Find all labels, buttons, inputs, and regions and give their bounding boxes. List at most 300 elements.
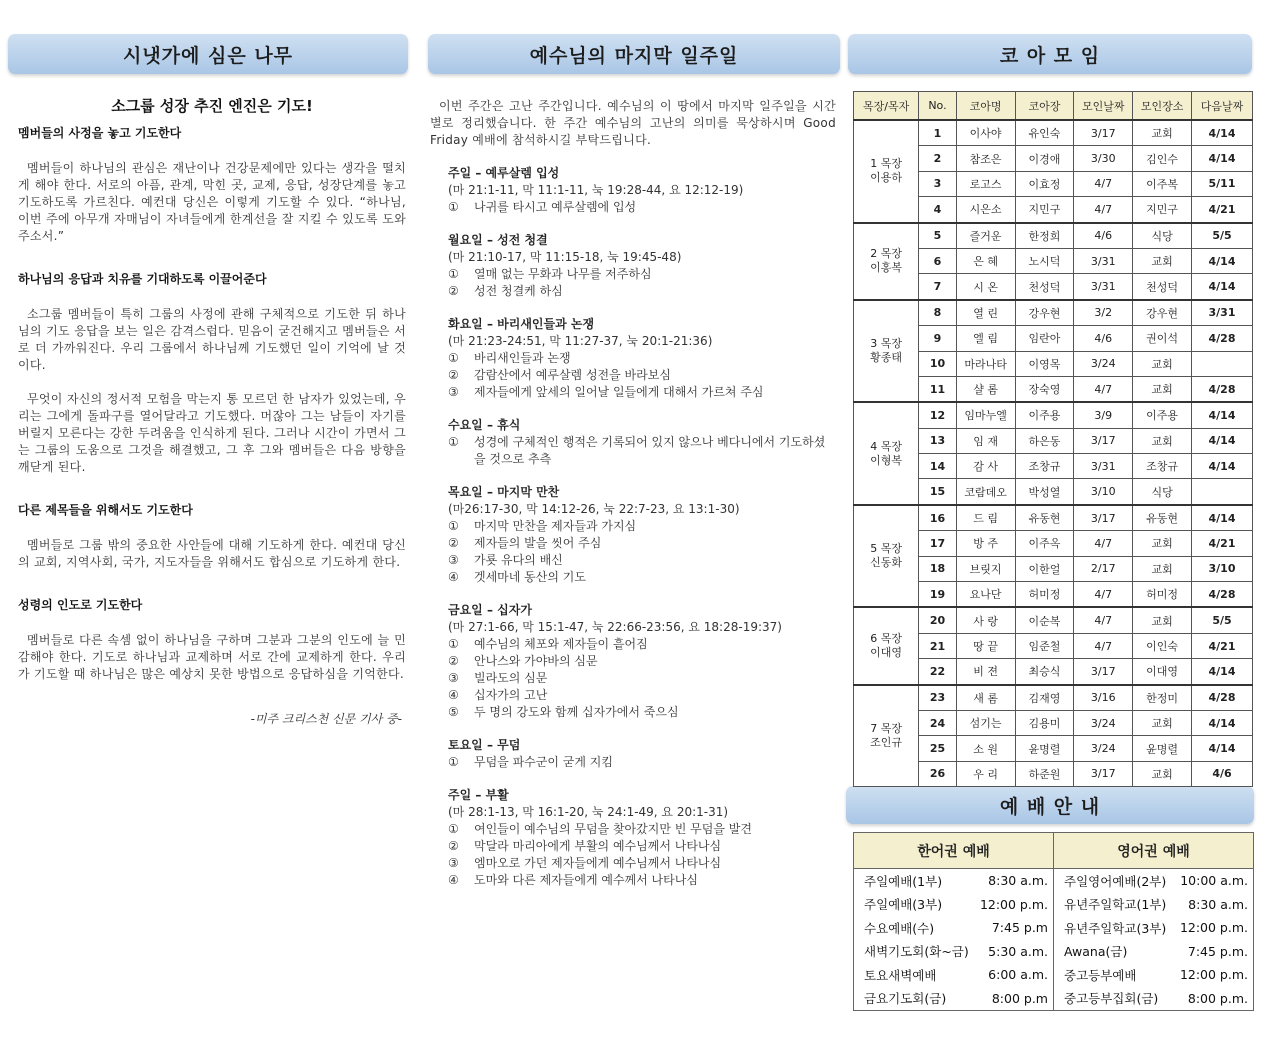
next-date: 5/5 — [1192, 607, 1253, 633]
event-item — [448, 704, 836, 721]
event-item — [448, 552, 836, 569]
core-leader: 이주용 — [1015, 402, 1074, 428]
core-name: 브릿지 — [956, 556, 1015, 581]
item-number: ① — [448, 200, 459, 214]
next-date: 4/14 — [1192, 710, 1253, 735]
core-leader: 유인숙 — [1015, 120, 1074, 146]
leader-name: 황종태 — [870, 351, 903, 365]
core-number: 10 — [919, 351, 956, 376]
group-name: 1 목장 — [870, 157, 902, 171]
meeting-date: 3/24 — [1074, 710, 1133, 735]
meeting-date: 3/9 — [1074, 402, 1133, 428]
item-text: 무덤을 파수군이 굳게 지킴 — [474, 755, 613, 769]
group-name: 2 목장 — [870, 247, 902, 261]
service-name: 토요새벽예배 — [864, 967, 937, 983]
next-date: 4/14 — [1192, 428, 1253, 453]
leader-name: 조인규 — [870, 735, 903, 749]
core-name: 사 랑 — [956, 607, 1015, 633]
core-name: 임마누엘 — [956, 402, 1015, 428]
day-block — [430, 165, 836, 216]
event-item — [448, 754, 836, 771]
group-leader-cell — [854, 120, 919, 223]
item-number: ② — [448, 368, 459, 382]
core-leader: 하준원 — [1015, 761, 1074, 786]
scripture-ref: (마 27:1-66, 막 15:1-47, 눅 22:66-23:56, 요 18:28-19:37) — [448, 620, 782, 634]
core-leader: 허미정 — [1015, 582, 1074, 608]
holy-week-timeline — [430, 98, 836, 889]
core-number: 24 — [919, 710, 956, 735]
meeting-place: 교회 — [1133, 531, 1192, 556]
table-row — [854, 607, 1253, 633]
leader-name: 이대영 — [870, 646, 903, 659]
item-number: ③ — [448, 553, 459, 567]
meeting-place: 김인수 — [1133, 146, 1192, 171]
item-text: 열매 없는 무화과 나무를 저주하심 — [474, 267, 652, 281]
korean-worship-title: 한어권 예배 — [854, 833, 1053, 869]
meeting-date: 3/24 — [1074, 351, 1133, 376]
next-date: 3/10 — [1192, 556, 1253, 581]
scripture-ref: (마 28:1-13, 막 16:1-20, 눅 24:1-49, 요 20:1-31) — [448, 805, 729, 819]
core-leader: 하은동 — [1015, 428, 1074, 453]
core-name: 임 재 — [956, 428, 1015, 453]
scripture-ref: (마26:17-30, 막 14:12-26, 눅 22:7-23, 요 13:1-30) — [448, 502, 740, 516]
event-item — [448, 518, 836, 535]
core-name: 열 린 — [956, 300, 1015, 326]
service-row — [854, 940, 1053, 964]
prayer-article — [18, 98, 406, 728]
core-leader: 장숙영 — [1015, 376, 1074, 402]
meeting-place: 교회 — [1133, 761, 1192, 786]
day-block — [430, 737, 836, 771]
leader-name: 이홍복 — [870, 261, 903, 275]
item-text: 감람산에서 예루살렘 성전을 바라보심 — [474, 368, 671, 382]
core-name: 즐거운 — [956, 223, 1015, 249]
meeting-date: 3/31 — [1074, 274, 1133, 300]
core-name: 비 젼 — [956, 659, 1015, 685]
core-leader: 박성열 — [1015, 479, 1074, 505]
item-text: 막달라 마리아에게 부활의 예수님께서 나타나심 — [474, 839, 722, 853]
service-time: 7:45 p.m — [991, 920, 1048, 936]
event-item — [448, 670, 836, 687]
core-number: 3 — [919, 171, 956, 196]
core-leader: 천성덕 — [1015, 274, 1074, 300]
meeting-date: 3/17 — [1074, 761, 1133, 786]
section-paragraph: 무엇이 자신의 정서적 모험을 막는지 통 모르던 한 남자가 있었는데, 우리는 그에게 돌파구를 열어달라고 기도했다. 머잖아 그는 남들이 자기를 버릴지 모른다는 강한 두려움을 인식하게 된다. 그러나 시간이 가면서 그는 그룹의 도움으로 그것을 해결했고, 그 후 그와 멤버들은 다음 방향을 깨닫게 된다. — [18, 392, 406, 474]
item-text: 십자가의 고난 — [474, 688, 548, 702]
scripture-ref: (마 21:10-17, 막 11:15-18, 눅 19:45-48) — [448, 250, 682, 264]
column-header: 코아장 — [1015, 92, 1074, 121]
service-name: 주일영어예배(2부) — [1064, 873, 1167, 889]
core-number: 19 — [919, 582, 956, 608]
item-number: ① — [448, 519, 459, 533]
core-leader: 노시덕 — [1015, 248, 1074, 273]
event-item — [448, 687, 836, 704]
item-number: ② — [448, 654, 459, 668]
item-text: 제자들의 발을 씻어 주심 — [474, 536, 602, 550]
group-name: 4 목장 — [870, 439, 902, 453]
core-leader: 윤명렬 — [1015, 736, 1074, 761]
next-date: 4/21 — [1192, 633, 1253, 658]
next-date: 4/14 — [1192, 274, 1253, 300]
event-item — [448, 367, 836, 384]
next-date — [1192, 351, 1253, 376]
meeting-place: 권이석 — [1133, 326, 1192, 351]
item-text: 겟세마네 동산의 기도 — [474, 570, 586, 584]
service-name: 주일예배(1부) — [864, 873, 943, 889]
meeting-place: 이대영 — [1133, 659, 1192, 685]
section-heading: 멤버들의 사정을 놓고 기도한다 — [18, 126, 182, 140]
event-item — [448, 636, 836, 653]
core-name: 우 리 — [956, 761, 1015, 786]
next-date: 4/21 — [1192, 531, 1253, 556]
meeting-place: 강우현 — [1133, 300, 1192, 326]
meeting-date: 4/7 — [1074, 582, 1133, 608]
service-row — [854, 987, 1053, 1011]
meeting-date: 4/7 — [1074, 633, 1133, 658]
core-name: 요나단 — [956, 582, 1015, 608]
table-row — [854, 685, 1253, 711]
core-number: 25 — [919, 736, 956, 761]
section-paragraph: 멤버들이 하나님의 관심은 재난이나 건강문제에만 있다는 생각을 떨치게 해야 한다. 서로의 아픔, 관계, 막힌 곳, 교제, 응답, 성장단계를 놓고 기도하도록 가르친다. 예컨대 당신은 이렇게 기도할 수 있다. “하나님, 이번 주에 아무개 자매님이 자녀들에게 한계선을 잘 지킬 수 있도록 도와주소서.” — [18, 161, 406, 243]
next-date: 4/28 — [1192, 685, 1253, 711]
core-number: 4 — [919, 197, 956, 223]
event-item — [448, 434, 836, 468]
core-name: 이사야 — [956, 120, 1015, 146]
event-item — [448, 821, 836, 838]
meeting-date: 3/17 — [1074, 428, 1133, 453]
service-name: 유년주일학교(3부) — [1064, 920, 1167, 936]
next-date: 4/14 — [1192, 402, 1253, 428]
english-worship-title: 영어권 예배 — [1054, 833, 1253, 869]
column-header: 다음날짜 — [1192, 92, 1253, 121]
next-date: 5/11 — [1192, 171, 1253, 196]
item-number: ① — [448, 755, 459, 769]
group-name: 3 목장 — [870, 337, 902, 351]
day-block — [430, 316, 836, 401]
event-item — [448, 283, 836, 300]
day-block — [430, 484, 836, 586]
item-number: ② — [448, 284, 459, 298]
meeting-date: 3/2 — [1074, 300, 1133, 326]
meeting-place: 교회 — [1133, 351, 1192, 376]
item-text: 빌라도의 심문 — [474, 671, 548, 685]
item-text: 성경에 구체적인 행적은 기록되어 있지 않으나 베다니에서 기도하셨을 것으로 추측 — [474, 435, 826, 466]
day-block — [430, 787, 836, 889]
core-leader: 이영목 — [1015, 351, 1074, 376]
meeting-date: 4/7 — [1074, 376, 1133, 402]
service-name: 유년주일학교(1부) — [1064, 897, 1167, 913]
meeting-date: 3/31 — [1074, 454, 1133, 479]
day-block — [430, 417, 836, 468]
next-date: 4/14 — [1192, 736, 1253, 761]
meeting-date: 3/30 — [1074, 146, 1133, 171]
item-number: ③ — [448, 671, 459, 685]
core-leader: 김재영 — [1015, 685, 1074, 711]
next-date: 4/14 — [1192, 454, 1253, 479]
item-text: 두 명의 강도와 함께 십자가에서 죽으심 — [474, 705, 679, 719]
scripture-ref: (마 21:1-11, 막 11:1-11, 눅 19:28-44, 요 12:12-19) — [448, 183, 744, 197]
core-number: 5 — [919, 223, 956, 249]
day-title: 토요일 – 무덤 — [448, 738, 521, 752]
next-date: 4/28 — [1192, 376, 1253, 402]
core-number: 26 — [919, 761, 956, 786]
item-number: ⑤ — [448, 705, 459, 719]
group-leader-cell — [854, 607, 919, 684]
core-number: 18 — [919, 556, 956, 581]
core-leader: 이경애 — [1015, 146, 1074, 171]
service-time: 6:00 a.m. — [988, 967, 1048, 983]
core-number: 11 — [919, 376, 956, 402]
core-number: 12 — [919, 402, 956, 428]
core-name: 마라나타 — [956, 351, 1015, 376]
item-number: ① — [448, 822, 459, 836]
service-row — [1054, 893, 1253, 917]
next-date — [1192, 479, 1253, 505]
meeting-place: 이주복 — [1133, 171, 1192, 196]
next-date: 4/14 — [1192, 120, 1253, 146]
meeting-place: 천성덕 — [1133, 274, 1192, 300]
banner-nursery-tree — [8, 34, 408, 74]
banner-core-meeting — [848, 34, 1252, 74]
service-time: 10:00 a.m. — [1180, 873, 1248, 889]
core-leader: 한정희 — [1015, 223, 1074, 249]
item-text: 여인들이 예수님의 무덤을 찾아갔지만 빈 무덤을 발견 — [474, 822, 752, 836]
table-row — [854, 300, 1253, 326]
core-number: 8 — [919, 300, 956, 326]
section-heading: 성령의 인도로 기도한다 — [18, 598, 143, 612]
item-number: ① — [448, 435, 459, 449]
banner-title: 예 배 안 내 — [999, 795, 1101, 818]
core-number: 6 — [919, 248, 956, 273]
next-date: 4/14 — [1192, 505, 1253, 531]
meeting-place: 식당 — [1133, 223, 1192, 249]
core-number: 7 — [919, 274, 956, 300]
meeting-place: 식당 — [1133, 479, 1192, 505]
core-leader: 최승식 — [1015, 659, 1074, 685]
item-text: 나귀를 타시고 예루살렘에 입성 — [474, 200, 637, 214]
core-number: 15 — [919, 479, 956, 505]
service-row — [854, 869, 1053, 893]
leader-name: 이용하 — [870, 171, 903, 185]
service-time: 12:00 p.m. — [1179, 967, 1248, 983]
service-row — [1054, 963, 1253, 987]
next-date: 4/6 — [1192, 761, 1253, 786]
item-number: ① — [448, 351, 459, 365]
core-name: 샬 롬 — [956, 376, 1015, 402]
section-paragraph: 멤버들로 그룹 밖의 중요한 사안들에 대해 기도하게 한다. 예컨대 당신의 교회, 지역사회, 국가, 지도자들을 위해서도 합심으로 기도하게 한다. — [18, 538, 406, 569]
item-text: 도마와 다른 제자들에게 예수께서 나타나심 — [474, 873, 698, 887]
service-time: 5:30 a.m. — [988, 943, 1048, 959]
column-header: 모인날짜 — [1074, 92, 1133, 121]
service-row — [1054, 987, 1253, 1011]
item-text: 마지막 만찬을 제자들과 가지심 — [474, 519, 637, 533]
core-leader: 이효정 — [1015, 171, 1074, 196]
core-number: 9 — [919, 326, 956, 351]
next-date: 4/14 — [1192, 248, 1253, 273]
item-number: ④ — [448, 873, 459, 887]
meeting-place: 유동현 — [1133, 505, 1192, 531]
event-item — [448, 199, 836, 216]
core-group-table — [853, 91, 1253, 787]
meeting-place: 교회 — [1133, 248, 1192, 273]
meeting-place: 교회 — [1133, 120, 1192, 146]
service-time: 8:30 a.m. — [988, 873, 1048, 889]
column-header: 목장/목자 — [854, 92, 919, 121]
service-name: Awana(금) — [1064, 944, 1128, 960]
core-name: 시은소 — [956, 197, 1015, 223]
service-name: 금요기도회(금) — [864, 991, 947, 1007]
core-leader: 강우현 — [1015, 300, 1074, 326]
leader-name: 신동화 — [870, 556, 903, 570]
service-name: 수요예배(수) — [864, 920, 935, 936]
meeting-date: 4/6 — [1074, 223, 1133, 249]
meeting-date: 3/17 — [1074, 505, 1133, 531]
core-name: 땅 끝 — [956, 633, 1015, 658]
service-row — [1054, 869, 1253, 893]
meeting-date: 3/10 — [1074, 479, 1133, 505]
item-text: 성전 청결케 하심 — [474, 284, 563, 298]
scripture-ref: (마 21:23-24:51, 막 11:27-37, 눅 20:1-21:36) — [448, 334, 713, 348]
meeting-date: 3/17 — [1074, 659, 1133, 685]
meeting-date: 3/31 — [1074, 248, 1133, 273]
event-item — [448, 266, 836, 283]
day-title: 수요일 – 휴식 — [448, 418, 521, 432]
core-number: 22 — [919, 659, 956, 685]
service-time: 7:45 p.m. — [1187, 943, 1248, 959]
item-number: ② — [448, 839, 459, 853]
core-leader: 지민구 — [1015, 197, 1074, 223]
meeting-date: 4/7 — [1074, 607, 1133, 633]
service-time: 8:30 a.m. — [1188, 896, 1248, 912]
column-header: 모인장소 — [1133, 92, 1192, 121]
service-name: 중고등부집회(금) — [1064, 991, 1159, 1007]
event-item — [448, 855, 836, 872]
group-leader-cell — [854, 505, 919, 608]
meeting-date: 2/17 — [1074, 556, 1133, 581]
service-row — [1054, 916, 1253, 940]
core-name: 은 혜 — [956, 248, 1015, 273]
korean-worship-column — [854, 833, 1053, 1010]
next-date: 5/5 — [1192, 223, 1253, 249]
article-subtitle: 소그룹 성장 추진 엔진은 기도! — [111, 97, 313, 115]
next-date: 4/28 — [1192, 326, 1253, 351]
core-leader: 이한얼 — [1015, 556, 1074, 581]
item-number: ③ — [448, 385, 459, 399]
core-number: 21 — [919, 633, 956, 658]
core-leader: 유동현 — [1015, 505, 1074, 531]
meeting-place: 지민구 — [1133, 197, 1192, 223]
item-number: ④ — [448, 688, 459, 702]
core-name: 로고스 — [956, 171, 1015, 196]
group-name: 6 목장 — [870, 632, 902, 645]
day-block — [430, 602, 836, 721]
core-leader: 김용미 — [1015, 710, 1074, 735]
core-leader: 이순복 — [1015, 607, 1074, 633]
core-number: 20 — [919, 607, 956, 633]
table-row — [854, 505, 1253, 531]
next-date: 4/14 — [1192, 659, 1253, 685]
meeting-date: 4/7 — [1074, 531, 1133, 556]
core-leader: 조창규 — [1015, 454, 1074, 479]
item-text: 바리새인들과 논쟁 — [474, 351, 571, 365]
day-title: 주일 – 예루살렘 입성 — [448, 166, 560, 180]
group-leader-cell — [854, 402, 919, 505]
article-source: -미주 크리스천 신문 기사 중- — [250, 712, 402, 726]
item-text: 제자들에게 앞세의 일어날 일들에게 대해서 가르쳐 주심 — [474, 385, 764, 399]
core-name: 섬기는 — [956, 710, 1015, 735]
meeting-place: 교회 — [1133, 556, 1192, 581]
service-name: 새벽기도회(화~금) — [864, 944, 969, 960]
item-text: 안나스와 가야바의 심문 — [474, 654, 598, 668]
meeting-date: 3/24 — [1074, 736, 1133, 761]
meeting-place: 한정미 — [1133, 685, 1192, 711]
core-number: 14 — [919, 454, 956, 479]
meeting-date: 3/17 — [1074, 120, 1133, 146]
core-name: 엘 림 — [956, 326, 1015, 351]
meeting-place: 조창규 — [1133, 454, 1192, 479]
meeting-place: 이인숙 — [1133, 633, 1192, 658]
day-title: 금요일 – 십자가 — [448, 603, 532, 617]
item-text: 예수님의 체포와 제자들이 흩어짐 — [474, 637, 648, 651]
core-name: 소 원 — [956, 736, 1015, 761]
group-name: 5 목장 — [870, 542, 902, 556]
meeting-place: 이주용 — [1133, 402, 1192, 428]
next-date: 4/14 — [1192, 146, 1253, 171]
day-block — [430, 232, 836, 300]
service-time: 8:00 p.m — [991, 990, 1048, 1006]
table-row — [854, 120, 1253, 146]
item-number: ② — [448, 536, 459, 550]
item-number: ③ — [448, 856, 459, 870]
group-leader-cell — [854, 223, 919, 300]
core-number: 13 — [919, 428, 956, 453]
section-heading: 하나님의 응답과 치유를 기대하도록 이끌어준다 — [18, 272, 267, 286]
core-number: 1 — [919, 120, 956, 146]
worship-schedule — [853, 832, 1254, 1011]
core-name: 참조은 — [956, 146, 1015, 171]
meeting-place: 교회 — [1133, 710, 1192, 735]
event-item — [448, 838, 836, 855]
core-number: 23 — [919, 685, 956, 711]
banner-title: 코 아 모 임 — [999, 44, 1101, 67]
core-name: 방 주 — [956, 531, 1015, 556]
meeting-place: 윤명렬 — [1133, 736, 1192, 761]
group-name: 7 목장 — [870, 721, 902, 735]
section-paragraph: 소그룹 멤버들이 특히 그룹의 사정에 관해 구체적으로 기도한 뒤 하나님의 기도 응답을 보는 일은 감격스럽다. 믿음이 굳건해지고 멤버들은 서로 더 가까워진다. 우리 그룹에서 하나님께 기도했던 일이 기억에 날 것이다. — [18, 307, 406, 372]
event-item — [448, 535, 836, 552]
table-header-row — [854, 92, 1253, 121]
service-name: 주일예배(3부) — [864, 897, 943, 913]
table-row — [854, 402, 1253, 428]
service-row — [854, 963, 1053, 987]
meeting-place: 교회 — [1133, 428, 1192, 453]
event-item — [448, 350, 836, 367]
group-leader-cell — [854, 300, 919, 403]
banner-title: 예수님의 마지막 일주일 — [529, 44, 739, 67]
item-text: 엠마오로 가던 제자들에게 예수님께서 나타나심 — [474, 856, 722, 870]
banner-worship — [846, 786, 1254, 824]
meeting-place: 교회 — [1133, 607, 1192, 633]
service-time: 12:00 p.m. — [979, 896, 1048, 912]
day-title: 목요일 – 마지막 만찬 — [448, 485, 560, 499]
meeting-date: 4/6 — [1074, 326, 1133, 351]
meeting-date: 4/7 — [1074, 171, 1133, 196]
core-name: 코람데오 — [956, 479, 1015, 505]
core-name: 시 온 — [956, 274, 1015, 300]
core-number: 16 — [919, 505, 956, 531]
event-item — [448, 384, 836, 401]
meeting-date: 3/16 — [1074, 685, 1133, 711]
